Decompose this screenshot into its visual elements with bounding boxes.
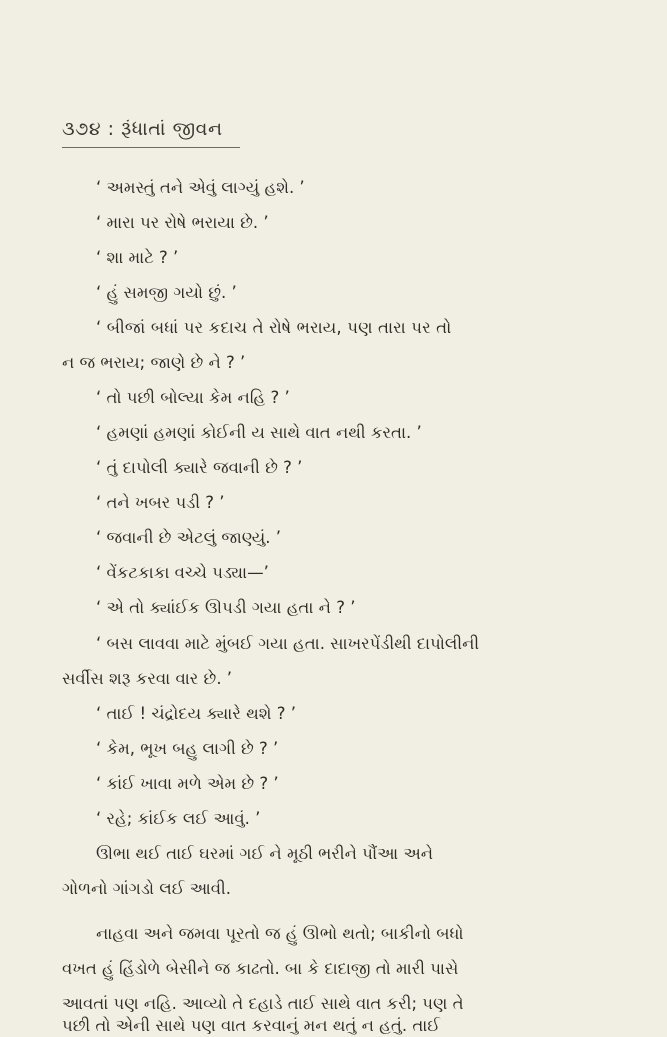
text-line: ન જ ભરાય; જાણે છે ને ? ’ (62, 353, 246, 372)
text-line: ‘ વેંકટકાકા વચ્ચે પડ્યા—’ (96, 563, 269, 582)
text-line: ‘ જવાની છે એટલું જાણ્યું. ’ (96, 528, 281, 547)
text-line: ‘ મારા પર રોષે ભરાયા છે. ’ (96, 213, 269, 232)
text-line: પછી તો એની સાથે પણ વાત કરવાનું મન થતું ન હતું. તાઈ (62, 1016, 441, 1035)
text-line: ‘ તું દાપોલી ક્યારે જવાની છે ? ’ (96, 458, 303, 477)
text-line: આવતાં પણ નહિ. આવ્યો તે દહાડે તાઈ સાથે વાત કરી; પણ તે (62, 994, 464, 1013)
text-line: ‘ તને ખબર પડી ? ’ (96, 493, 225, 512)
text-line: ‘ હમણાં હમણાં કોઈની ય સાથે વાત નથી કરતા. ’ (96, 423, 422, 442)
text-line: ગોળનો ગાંગડો લઈ આવી. (62, 879, 231, 898)
page-header: ૩૭૪ : રૂંધાતાં જીવન (62, 118, 223, 140)
text-line: સર્વીસ શરૂ કરવા વાર છે. ’ (62, 669, 233, 688)
text-line: ‘ બસ લાવવા માટે મુંબઈ ગયા હતા. સાખરપેંડીથી દાપોલીની (96, 634, 480, 653)
text-line: નાહવા અને જમવા પૂરતો જ હું ઊભો થતો; બાકીનો બધો (96, 924, 464, 943)
text-line: ‘ શા માટે ? ’ (96, 248, 179, 267)
text-line: ‘ તાઈ ! ચંદ્રોદય ક્યારે થશે ? ’ (96, 704, 296, 723)
header-underline (62, 147, 240, 148)
text-line: ઊભા થઈ તાઈ ઘરમાં ગઈ ને મૂઠી ભરીને પૌંઆ અને (96, 844, 434, 863)
text-line: ‘ હું સમજી ગયો છું. ’ (96, 283, 237, 302)
text-line: ‘ કેમ, ભૂખ બહુ લાગી છે ? ’ (96, 739, 279, 758)
text-line: ‘ બીજાં બધાં પર કદાચ તે રોષે ભરાય, પણ તારા પર તો (96, 318, 452, 337)
text-line: ‘ કાંઈ ખાવા મળે એમ છે ? ’ (96, 774, 279, 793)
text-line: ‘ તો પછી બોલ્યા કેમ નહિ ? ’ (96, 388, 290, 407)
text-line: ‘ રહે; કાંઈક લઈ આવું. ’ (96, 809, 261, 828)
text-line: વખત હું હિંડોળે બેસીને જ કાઢતો. બા કે દાદાજી તો મારી પાસે (62, 959, 459, 978)
text-line: ‘ અમસ્તું તને એવું લાગ્યું હશે. ’ (96, 178, 305, 197)
text-line: ‘ એ તો ક્યાંઈક ઊપડી ગયા હતા ને ? ’ (96, 598, 356, 617)
